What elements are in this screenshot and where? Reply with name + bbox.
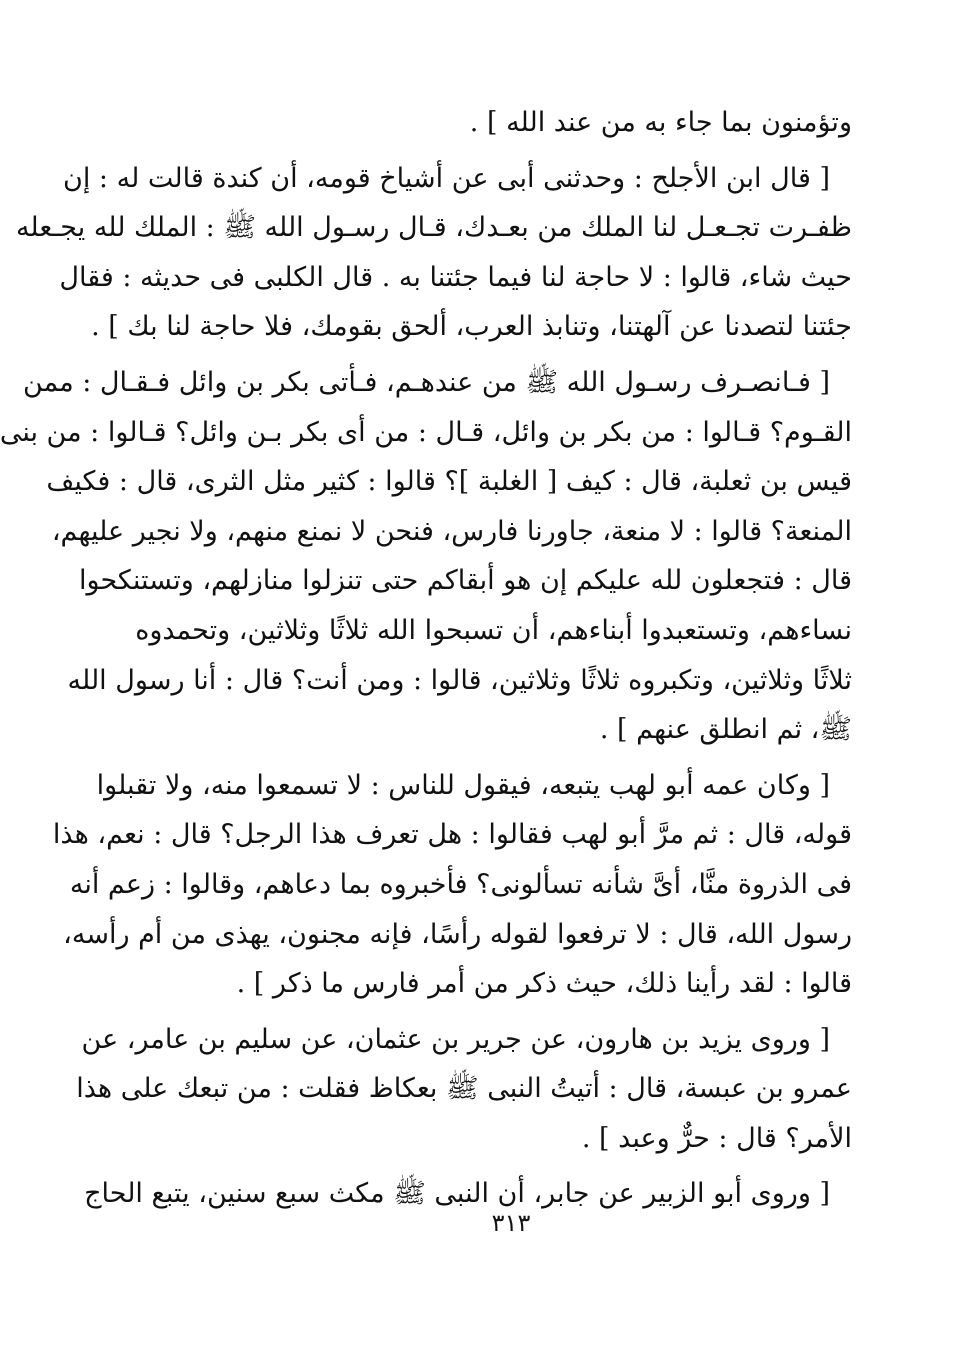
paragraph xyxy=(15,154,852,352)
paragraph xyxy=(76,1015,852,1164)
text-line: قوله، قال : ثم مرَّ أبو لهب فقالوا : هل تعرف هذا الرجل؟ قال : نعم، هذا xyxy=(52,819,852,851)
text-line: نساءهم، وتستعبدوا أبناءهم، أن تسبحوا الله ثلاثًا وثلاثين، وتحمدوه xyxy=(135,614,852,646)
text-line: رسول الله، قال : لا ترفعوا لقوله رأسًا، فإنه مجنون، يهذى من أم رأسه، xyxy=(63,918,852,950)
paragraph xyxy=(52,761,852,1009)
text-line: [ قال ابن الأجلح : وحدثنى أبى عن أشياخ قومه، أن كندة قالت له : إن xyxy=(63,162,830,194)
text-line: وتؤمنون بما جاء به من عند الله ] . xyxy=(469,107,852,138)
text-line: جئتنا لتصدنا عن آلهتنا، وتنابذ العرب، ألحق بقومك، فلا حاجة لنا بك ] . xyxy=(91,311,852,343)
text-line: ظفـرت تجـعـل لنا الملك من بعـدك، قـال رسـول الله ﷺ : الملك لله يجـعله xyxy=(15,212,852,244)
text-line: قال : فتجعلون لله عليكم إن هو أبقاكم حتى تنزلوا منازلهم، وتستنكحوا xyxy=(79,565,852,597)
text-line: الأمر؟ قال : حرٌّ وعبد ] . xyxy=(581,1122,852,1154)
text-line: عمرو بن عبسة، قال : أتيتُ النبى ﷺ بعكاظ فقلت : من تبعك على هذا xyxy=(76,1073,852,1105)
text-line: قيس بن ثعلبة، قال : كيف [ الغلبة ]؟ قالوا : كثير مثل الثرى، قال : فكيف xyxy=(46,466,852,498)
text-line: [ وكان عمه أبو لهب يتبعه، فيقول للناس : لا تسمعوا منه، ولا تقبلوا xyxy=(96,769,830,801)
text-line: [ فـانصـرف رسـول الله ﷺ من عندهـم، فـأتى بكر بن وائل فـقـال : ممن xyxy=(23,366,830,398)
paragraph xyxy=(146,98,852,148)
text-line: ثلاثًا وثلاثين، وتكبروه ثلاثًا وثلاثين، قالوا : ومن أنت؟ قال : أنا رسول الله xyxy=(67,664,852,696)
text-line: فى الذروة منَّا، أىَّ شأنه تسألونى؟ فأخبروه بما دعاهم، وقالوا : زعم أنه xyxy=(69,868,852,900)
text-line: [ وروى يزيد بن هارون، عن جرير بن عثمان، عن سليم بن عامر، عن xyxy=(81,1023,830,1055)
text-line: ﷺ، ثم انطلق عنهم ] . xyxy=(599,714,852,746)
page-number: ٣١٣ xyxy=(491,1209,531,1237)
text-line: حيث شاء، قالوا : لا حاجة لنا فيما جئتنا به . قال الكلبى فى حديثه : فقال xyxy=(59,261,852,293)
text-line: المنعة؟ قالوا : لا منعة، جاورنا فارس، فنحن لا نمنع منهم، ولا نجير عليهم، xyxy=(51,515,852,547)
body-text xyxy=(0,98,852,1225)
text-line: القـوم؟ قـالوا : من بكر بن وائل، قـال : من أى بكر بـن وائل؟ قـالوا : من بنى xyxy=(0,416,852,448)
text-line: قالوا : لقد رأينا ذلك، حيث ذكر من أمر فارس ما ذكر ] . xyxy=(236,968,852,1000)
text-line: [ وروى أبو الزبير عن جابر، أن النبى ﷺ مكث سبع سنين، يتبع الحاج xyxy=(84,1178,830,1210)
paragraph xyxy=(0,358,852,755)
